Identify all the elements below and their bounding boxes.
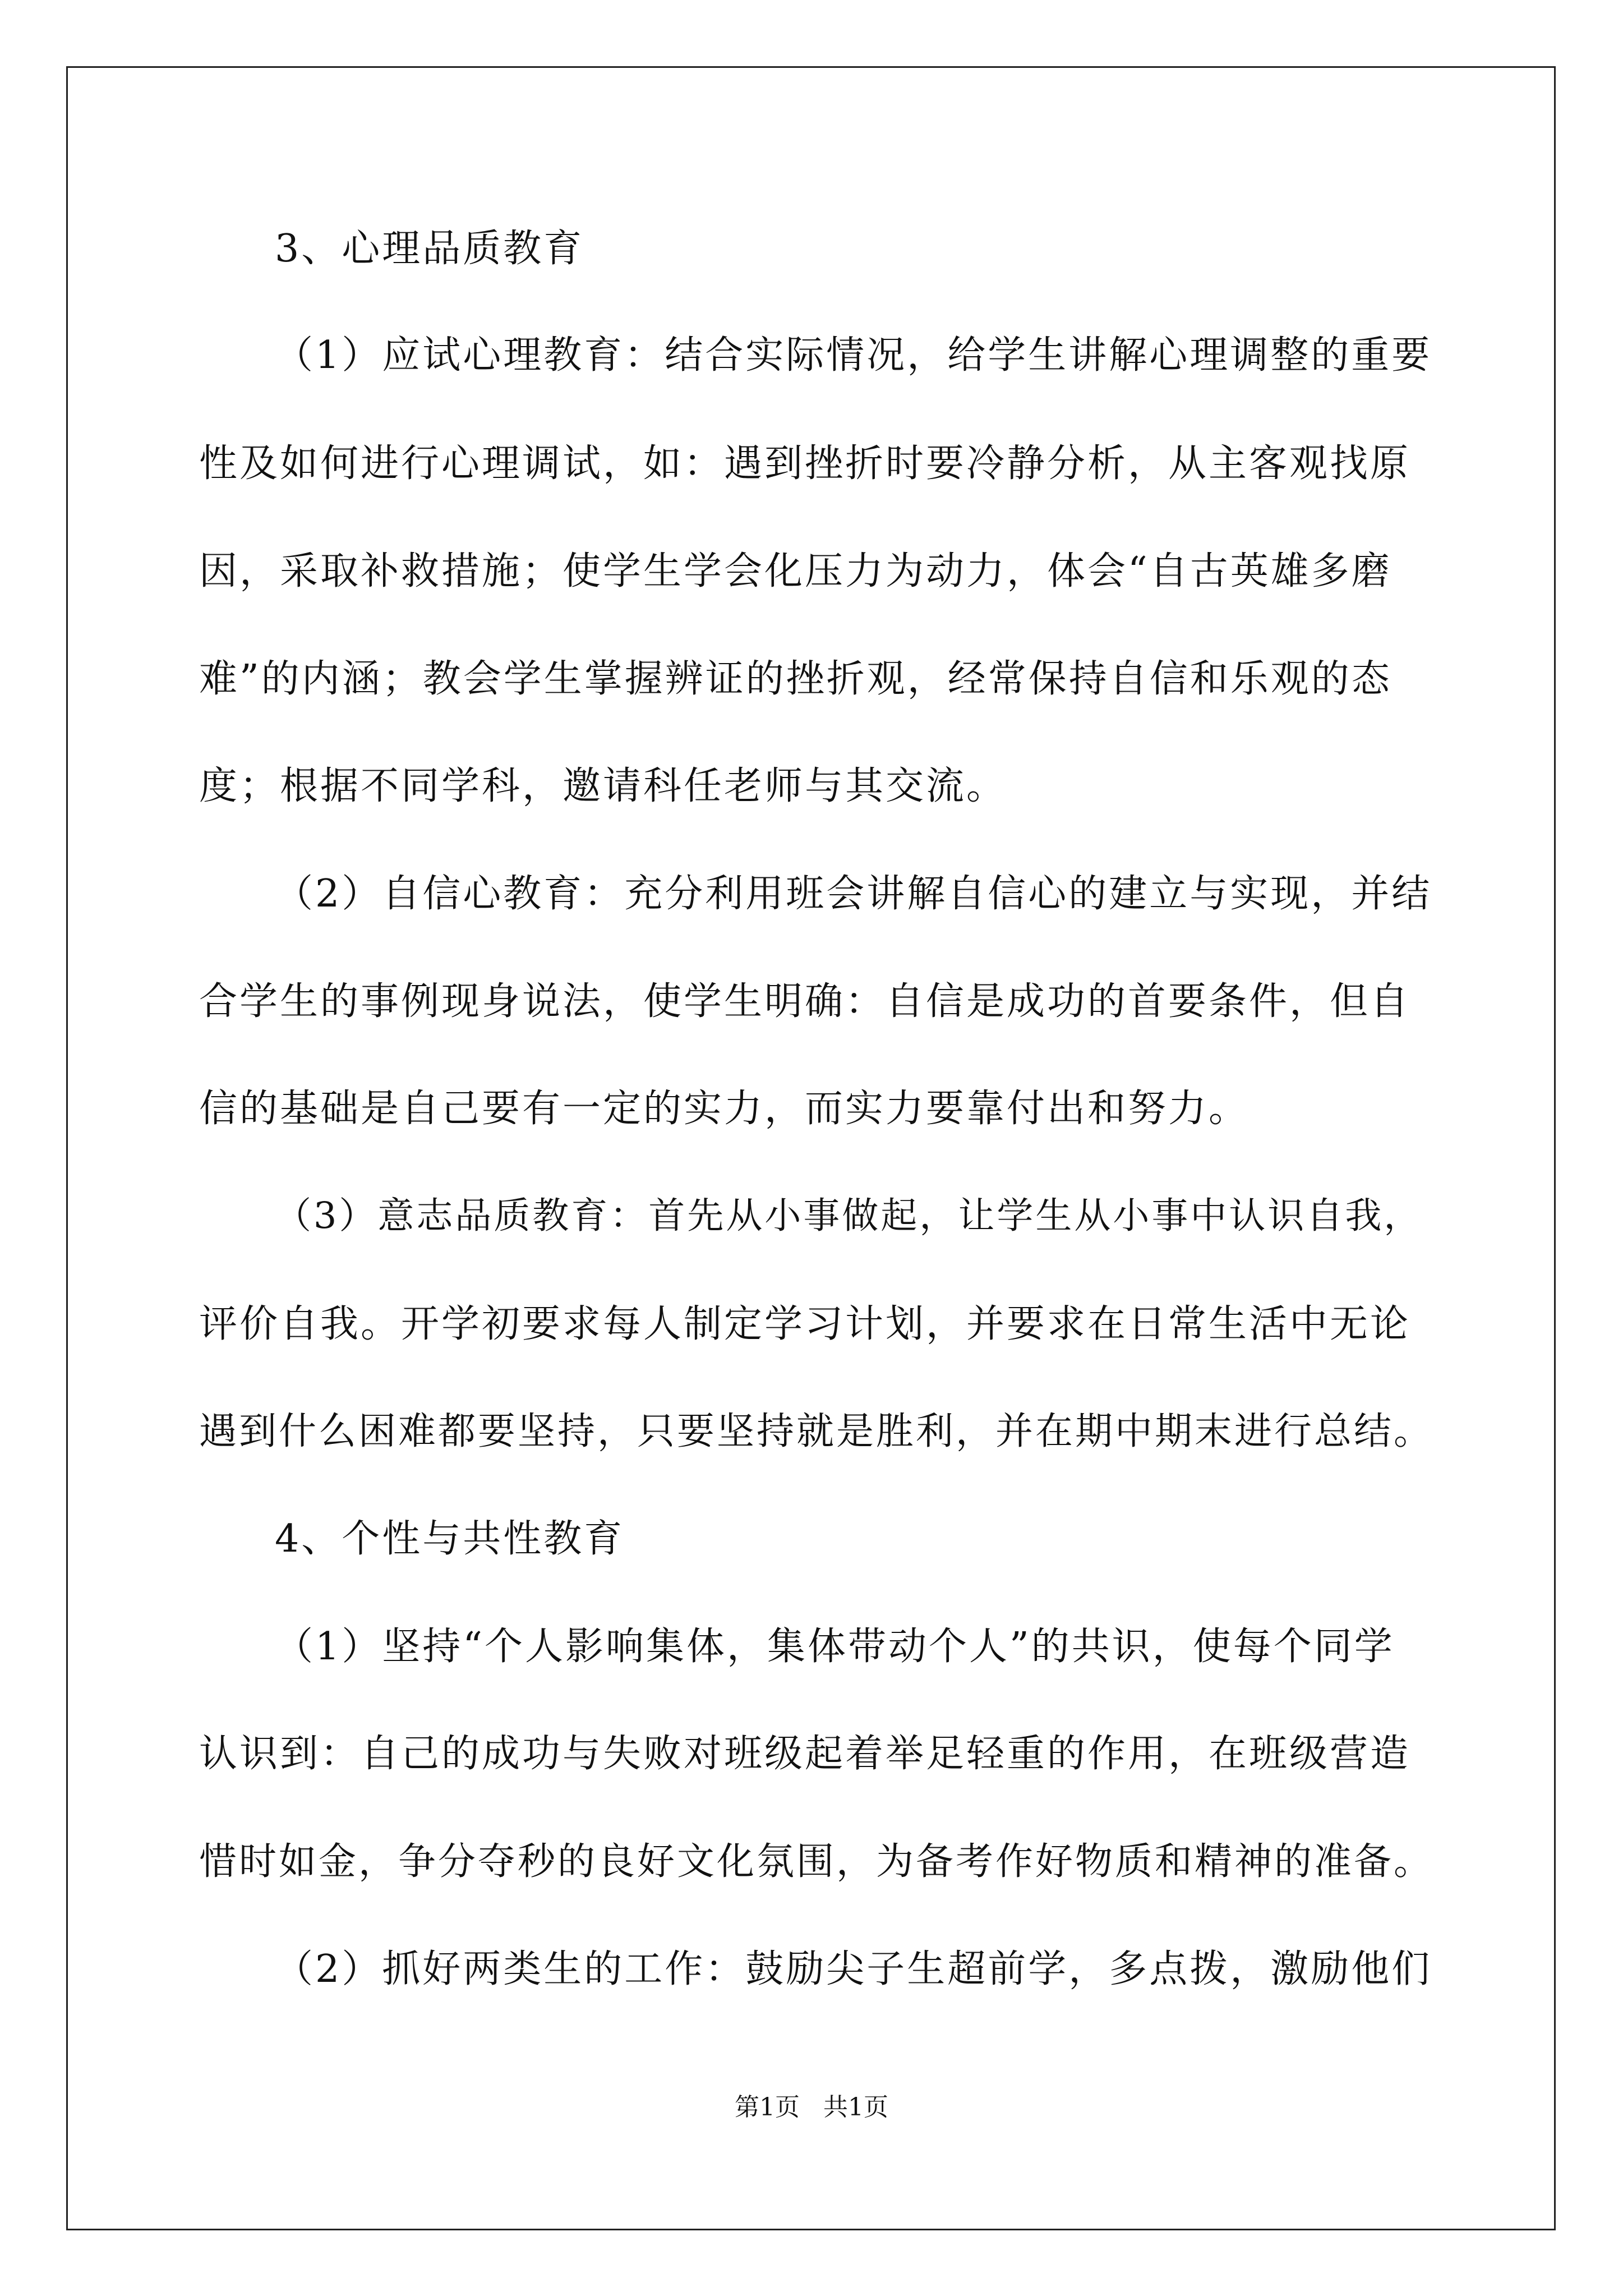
- paragraph-line: （1）应试心理教育：结合实际情况，给学生讲解心理调整的重要: [275, 333, 1432, 378]
- paragraph-line: （2）自信心教育：充分利用班会讲解自信心的建立与实现，并结: [275, 872, 1432, 916]
- paragraph-line: 评价自我。开学初要求每人制定学习计划，并要求在日常生活中无论: [199, 1302, 1411, 1346]
- paragraph-line: 信的基础是自己要有一定的实力，而实力要靠付出和努力。: [199, 1087, 1249, 1131]
- paragraph-line: 因，采取补救措施；使学生学会化压力为动力，体会“自古英雄多磨: [199, 549, 1392, 593]
- paragraph-line: （1）坚持“个人影响集体，集体带动个人”的共识，使每个同学: [275, 1625, 1395, 1669]
- section-heading-3: 3、心理品质教育: [275, 227, 584, 271]
- paragraph-line: 认识到：自己的成功与失败对班级起着举足轻重的作用，在班级营造: [199, 1732, 1411, 1776]
- paragraph-line: 性及如何进行心理调试，如：遇到挫折时要冷静分析，从主客观找原: [199, 441, 1411, 486]
- section-heading-4: 4、个性与共性教育: [275, 1517, 625, 1561]
- page-footer: 第1页 共1页: [735, 2093, 888, 2122]
- paragraph-line: 难”的内涵；教会学生掌握辨证的挫折观，经常保持自信和乐观的态: [199, 657, 1392, 701]
- paragraph-line: 惜时如金，争分夺秒的良好文化氛围，为备考作好物质和精神的准备。: [199, 1839, 1433, 1883]
- paragraph-line: 度；根据不同学科，邀请科任老师与其交流。: [199, 764, 1007, 808]
- page-border: [66, 66, 1556, 2230]
- paragraph-line: （3）意志品质教育：首先从小事做起，让学生从小事中认识自我，: [275, 1195, 1423, 1237]
- paragraph-line: 合学生的事例现身说法，使学生明确：自信是成功的首要条件，但自: [199, 979, 1411, 1024]
- paragraph-line: 遇到什么困难都要坚持，只要坚持就是胜利，并在期中期末进行总结。: [199, 1409, 1433, 1453]
- paragraph-line: （2）抓好两类生的工作：鼓励尖子生超前学，多点拨，激励他们: [275, 1947, 1432, 1991]
